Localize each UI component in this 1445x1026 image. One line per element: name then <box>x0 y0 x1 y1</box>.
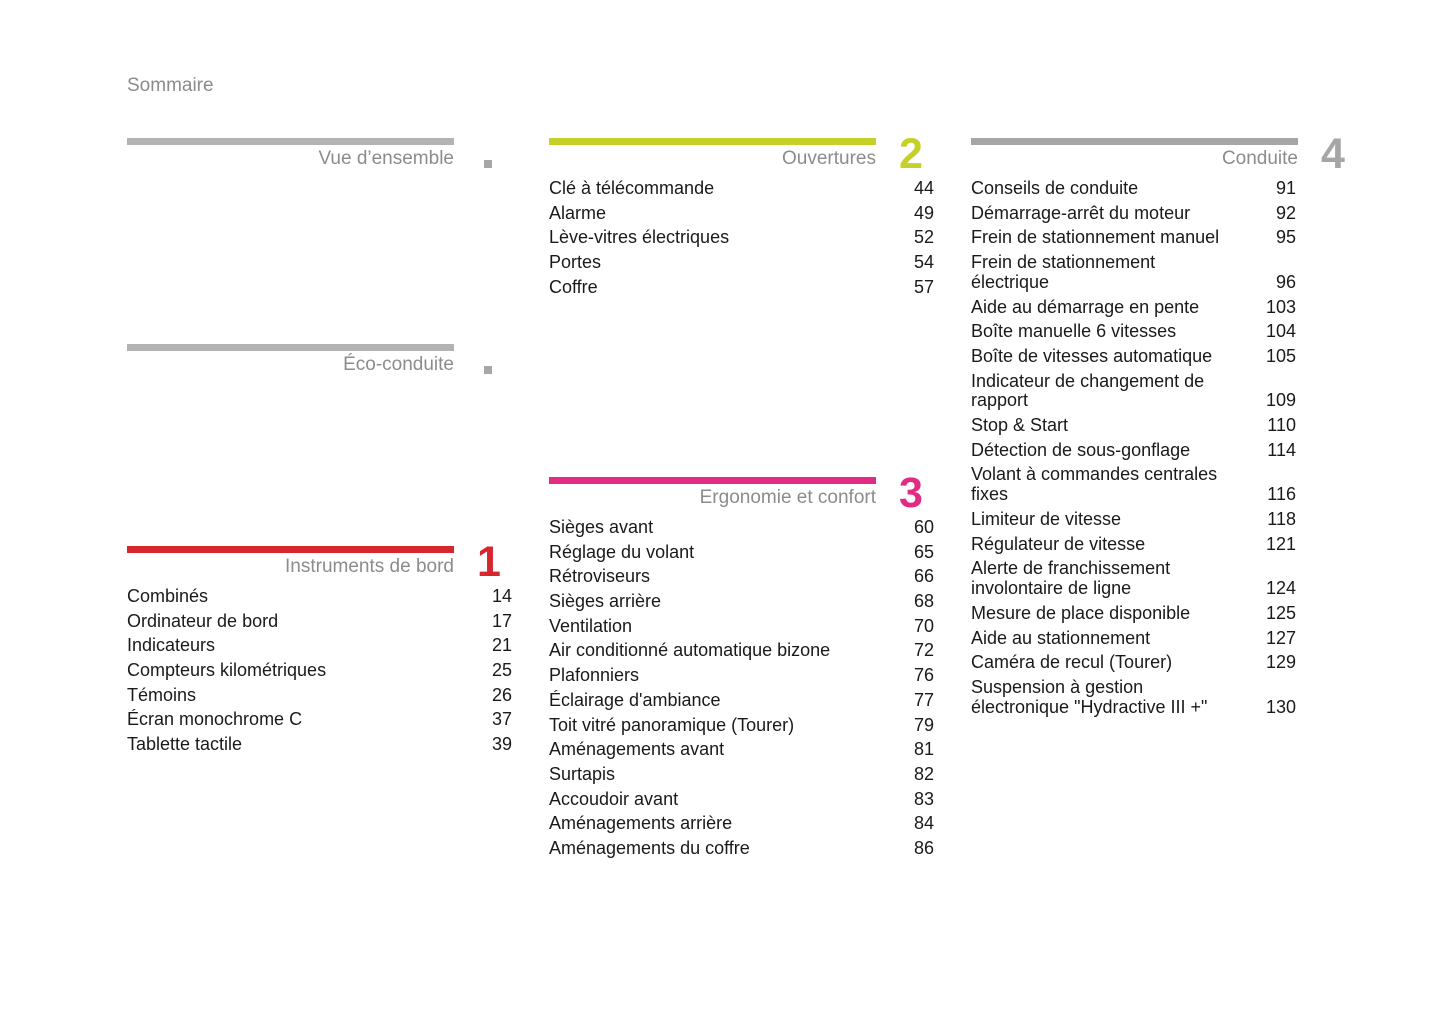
entry-page-number: 96 <box>1275 271 1296 292</box>
entry-list <box>549 518 934 864</box>
toc-entry[interactable] <box>127 735 512 760</box>
entry-label: Suspension à gestion électronique "Hydractive III +" <box>971 676 1208 717</box>
toc-entry[interactable] <box>549 716 934 741</box>
entry-page-number: 81 <box>913 739 934 760</box>
toc-entry[interactable] <box>971 510 1296 535</box>
entry-page-number: 77 <box>913 689 934 710</box>
entry-page-number: 83 <box>913 788 934 809</box>
section-bar <box>971 138 1298 145</box>
entry-page-number: 82 <box>913 763 934 784</box>
entry-label: Aide au stationnement <box>971 627 1151 648</box>
entry-page-number: 129 <box>1265 652 1296 673</box>
entry-page-number: 95 <box>1275 227 1296 248</box>
toc-entry[interactable] <box>971 678 1296 722</box>
toc-entry[interactable] <box>971 253 1296 297</box>
entry-page-number: 39 <box>491 734 512 755</box>
toc-entry[interactable] <box>549 814 934 839</box>
section-header <box>549 469 934 518</box>
entry-label: Aménagements arrière <box>549 813 733 834</box>
section-bar <box>549 477 876 484</box>
toc-entry[interactable] <box>971 347 1296 372</box>
entry-label: Détection de sous-gonflage <box>971 439 1191 460</box>
toc-entry[interactable] <box>549 691 934 716</box>
entry-label: Plafonniers <box>549 665 640 686</box>
toc-entry[interactable] <box>549 592 934 617</box>
entry-page-number: 17 <box>491 610 512 631</box>
entry-label: Frein de stationnement électrique <box>971 252 1156 292</box>
entry-page-number: 14 <box>491 586 512 606</box>
entry-page-number: 130 <box>1265 696 1296 717</box>
entry-page-number: 127 <box>1265 627 1296 648</box>
entry-label: Limiteur de vitesse <box>971 508 1122 529</box>
entry-label: Sièges arrière <box>549 591 662 612</box>
page-title: Sommaire <box>127 75 214 96</box>
toc-entry[interactable] <box>549 228 934 253</box>
toc-entry[interactable] <box>971 416 1296 441</box>
section-number: 2 <box>899 130 923 178</box>
section-bar <box>127 344 454 351</box>
toc-entry[interactable] <box>549 666 934 691</box>
toc-entry[interactable] <box>549 204 934 229</box>
section-ouvertures <box>549 130 934 302</box>
toc-entry[interactable] <box>971 441 1296 466</box>
section-header <box>549 130 934 179</box>
entry-page-number: 25 <box>491 660 512 681</box>
entry-label: Combinés <box>127 586 209 606</box>
entry-page-number: 76 <box>913 665 934 686</box>
entry-page-number: 118 <box>1267 508 1296 529</box>
entry-label: Indicateurs <box>127 635 216 656</box>
entry-page-number: 124 <box>1265 578 1296 599</box>
entry-label: Éclairage d'ambiance <box>549 689 721 710</box>
section-header <box>127 351 512 385</box>
section-instruments <box>127 538 512 760</box>
entry-page-number: 110 <box>1267 415 1296 436</box>
entry-label: Ordinateur de bord <box>127 610 279 631</box>
toc-entry[interactable] <box>549 617 934 642</box>
toc-entry[interactable] <box>971 228 1296 253</box>
toc-entry[interactable] <box>549 765 934 790</box>
toc-entry[interactable] <box>549 641 934 666</box>
entry-label: Démarrage-arrêt du moteur <box>971 202 1191 223</box>
toc-entry[interactable] <box>127 587 512 612</box>
toc-entry[interactable] <box>971 179 1296 204</box>
entry-page-number: 86 <box>913 837 934 858</box>
toc-entry[interactable] <box>127 686 512 711</box>
toc-entry[interactable] <box>971 322 1296 347</box>
section-title[interactable]: Instruments de bord <box>285 556 454 577</box>
entry-label: Sièges avant <box>549 517 654 537</box>
entry-label: Volant à commandes centrales fixes <box>971 464 1218 505</box>
entry-label: Indicateur de changement de rapport <box>971 370 1205 411</box>
entry-label: Toit vitré panoramique (Tourer) <box>549 714 795 735</box>
toc-entry[interactable] <box>549 518 934 543</box>
section-title[interactable]: Éco-conduite <box>343 354 454 375</box>
toc-entry[interactable] <box>127 612 512 637</box>
toc-entry[interactable] <box>971 465 1296 509</box>
section-title[interactable]: Ergonomie et confort <box>699 487 876 508</box>
entry-label: Réglage du volant <box>549 541 695 562</box>
entry-label: Accoudoir avant <box>549 788 679 809</box>
entry-page-number: 21 <box>491 635 512 656</box>
entry-page-number: 60 <box>913 517 934 537</box>
entry-label: Aménagements avant <box>549 739 725 760</box>
entry-list <box>549 179 934 302</box>
entry-page-number: 72 <box>913 640 934 661</box>
entry-page-number: 66 <box>913 566 934 587</box>
toc-entry[interactable] <box>549 567 934 592</box>
toc-entry[interactable] <box>549 179 934 204</box>
entry-page-number: 57 <box>913 276 934 297</box>
entry-label: Témoins <box>127 684 197 705</box>
entry-label: Boîte de vitesses automatique <box>971 345 1213 366</box>
toc-entry[interactable] <box>971 535 1296 560</box>
toc-entry[interactable] <box>549 740 934 765</box>
entry-page-number: 79 <box>913 714 934 735</box>
toc-entry[interactable] <box>549 790 934 815</box>
entry-page-number: 92 <box>1275 202 1296 223</box>
section-header <box>127 145 512 179</box>
entry-label: Mesure de place disponible <box>971 602 1191 623</box>
toc-entry[interactable] <box>971 604 1296 629</box>
entry-label: Boîte manuelle 6 vitesses <box>971 321 1177 342</box>
entry-label: Frein de stationnement manuel <box>971 227 1220 248</box>
entry-label: Caméra de recul (Tourer) <box>971 652 1173 673</box>
toc-entry[interactable] <box>971 204 1296 229</box>
entry-page-number: 49 <box>913 202 934 223</box>
section-bar <box>127 138 454 145</box>
section-eco-conduite <box>127 344 512 385</box>
entry-label: Stop & Start <box>971 415 1069 436</box>
entry-page-number: 84 <box>913 813 934 834</box>
entry-label: Compteurs kilométriques <box>127 660 327 681</box>
toc-entry[interactable] <box>549 839 934 864</box>
section-title[interactable]: Ouvertures <box>782 148 876 169</box>
entry-page-number: 65 <box>913 541 934 562</box>
entry-page-number: 68 <box>913 591 934 612</box>
entry-label: Ventilation <box>549 615 633 636</box>
section-title[interactable]: Conduite <box>1221 148 1298 169</box>
entry-label: Écran monochrome C <box>127 709 303 730</box>
entry-page-number: 44 <box>913 178 934 198</box>
toc-entry[interactable] <box>127 636 512 661</box>
entry-label: Régulateur de vitesse <box>971 533 1146 554</box>
entry-page-number: 70 <box>913 615 934 636</box>
entry-label: Coffre <box>549 276 598 297</box>
toc-entry[interactable] <box>127 661 512 686</box>
entry-label: Alerte de franchissement involontaire de ligne <box>971 558 1171 599</box>
toc-entry[interactable] <box>127 710 512 735</box>
toc-entry[interactable] <box>971 372 1296 416</box>
entry-page-number: 109 <box>1265 390 1296 411</box>
section-number: 4 <box>1321 130 1345 178</box>
entry-label: Surtapis <box>549 763 616 784</box>
toc-entry[interactable] <box>549 278 934 303</box>
toc-entry[interactable] <box>549 543 934 568</box>
entry-page-number: 114 <box>1267 439 1296 460</box>
section-header <box>127 538 512 587</box>
section-number: 1 <box>477 538 501 586</box>
section-number: 3 <box>899 469 923 517</box>
entry-label: Lève-vitres électriques <box>549 227 730 248</box>
entry-page-number: 91 <box>1275 178 1296 198</box>
section-marker <box>484 160 492 168</box>
entry-label: Aménagements du coffre <box>549 837 750 858</box>
section-header <box>971 130 1356 179</box>
toc-entry[interactable] <box>971 559 1296 603</box>
section-title[interactable]: Vue d’ensemble <box>318 148 454 169</box>
entry-list <box>127 587 512 760</box>
entry-page-number: 54 <box>913 252 934 273</box>
section-marker <box>484 366 492 374</box>
entry-page-number: 37 <box>491 709 512 730</box>
entry-page-number: 52 <box>913 227 934 248</box>
toc-entry[interactable] <box>971 629 1296 654</box>
entry-page-number: 121 <box>1265 533 1296 554</box>
entry-page-number: 103 <box>1265 296 1296 317</box>
entry-page-number: 104 <box>1265 321 1296 342</box>
entry-label: Alarme <box>549 202 607 223</box>
entry-label: Air conditionné automatique bizone <box>549 640 831 661</box>
toc-entry[interactable] <box>549 253 934 278</box>
section-vue-ensemble <box>127 138 512 179</box>
toc-entry[interactable] <box>971 653 1296 678</box>
entry-label: Tablette tactile <box>127 734 243 755</box>
section-bar <box>549 138 876 145</box>
section-bar <box>127 546 454 553</box>
entry-label: Aide au démarrage en pente <box>971 296 1200 317</box>
entry-list <box>971 179 1296 722</box>
entry-page-number: 105 <box>1265 345 1296 366</box>
entry-page-number: 26 <box>491 684 512 705</box>
entry-label: Conseils de conduite <box>971 178 1139 198</box>
entry-label: Clé à télécommande <box>549 178 715 198</box>
entry-page-number: 116 <box>1267 484 1296 505</box>
section-conduite <box>971 130 1356 722</box>
entry-label: Rétroviseurs <box>549 566 651 587</box>
section-ergonomie <box>549 469 934 864</box>
toc-entry[interactable] <box>971 298 1296 323</box>
entry-label: Portes <box>549 252 602 273</box>
entry-page-number: 125 <box>1265 602 1296 623</box>
